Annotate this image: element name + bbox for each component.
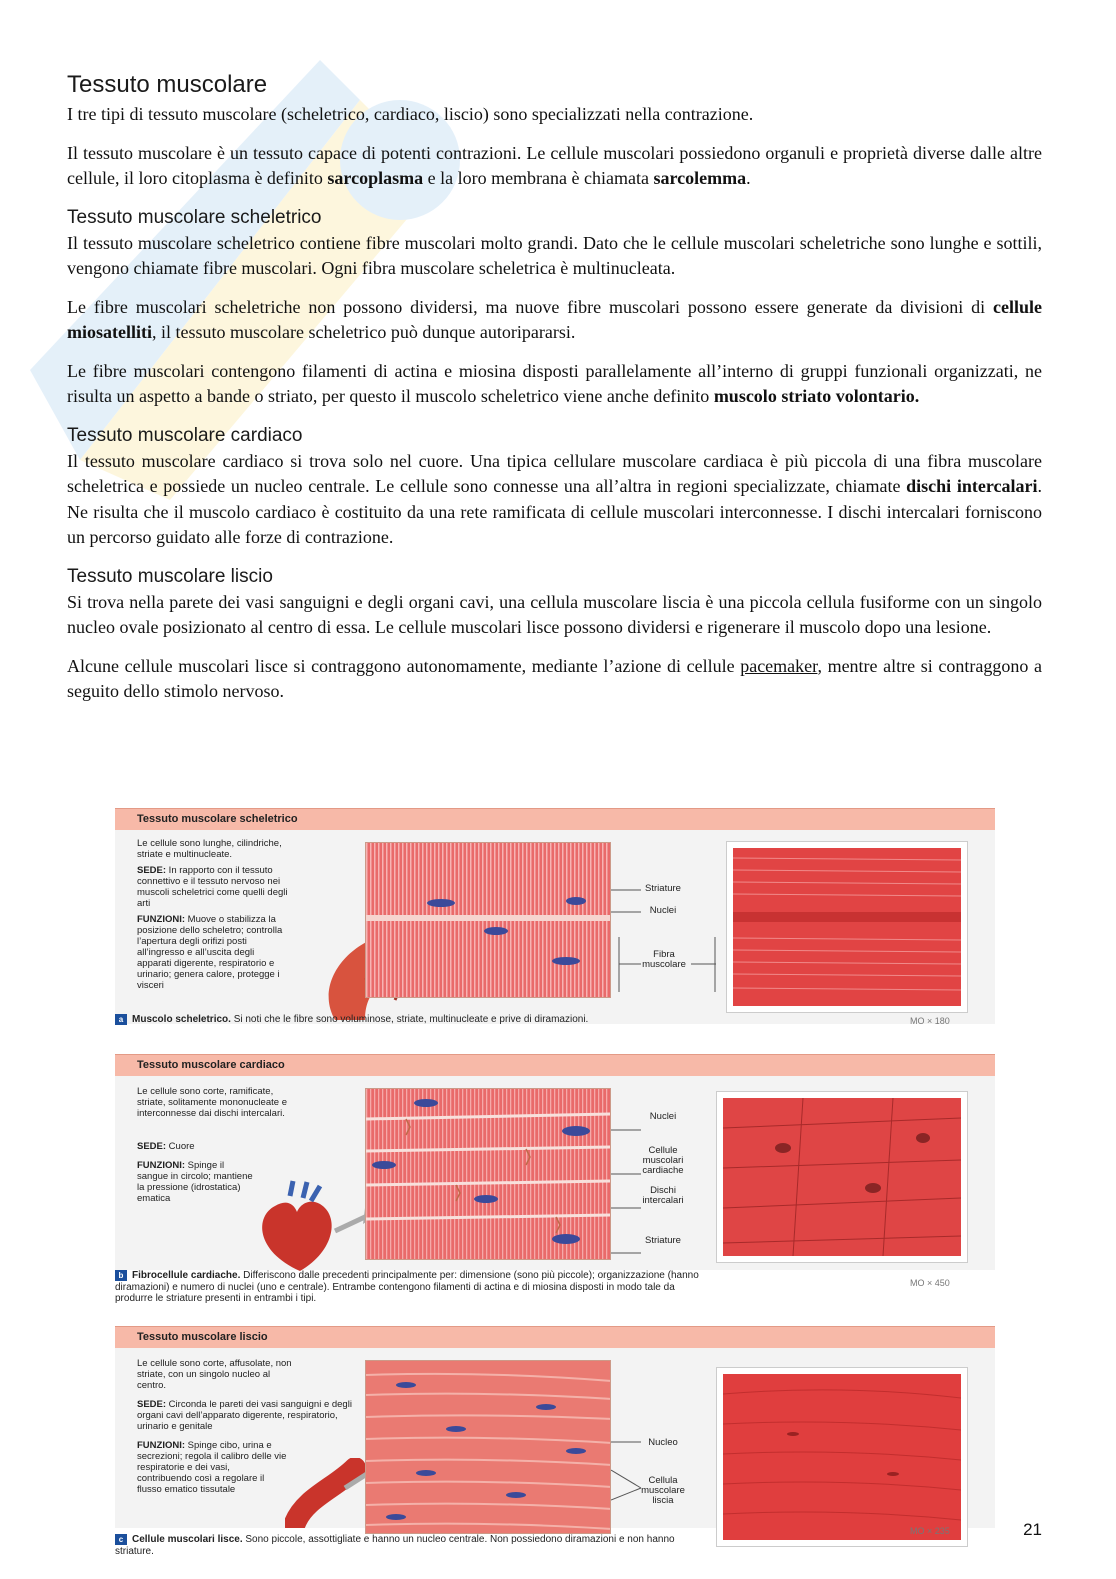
figure-header: Tessuto muscolare cardiaco <box>115 1054 995 1076</box>
paragraph: Le fibre muscolari scheletriche non possono dividersi, ma nuove fibre muscolari possono essere generate da divisioni di cellule miosatelliti, il tessuto muscolare scheletrico può dunque autoripararsi. <box>67 296 1042 342</box>
figure-body <box>115 830 995 1024</box>
label-nucleo: Nucleo <box>648 1437 678 1448</box>
paragraph: Il tessuto muscolare cardiaco si trova solo nel cuore. Una tipica cellulare muscolare cardiaca è più piccola di una fibra muscolare scheletrica e possiede un nucleo centrale. Le cellule sono connesse una all’altra in regioni specializzate, chiamate dischi intercalari. Ne risulta che il muscolo cardiaco è costituito da una rete ramificata di cellule muscolari interconnesse. I dischi intercalari forniscono un percorso guidato alle forze di contrazione. <box>67 450 1042 547</box>
heart-illustration <box>245 1176 375 1276</box>
cardiac-micrograph <box>717 1092 967 1262</box>
figure-smooth <box>115 1326 995 1557</box>
smooth-micrograph <box>717 1368 967 1546</box>
paragraph: Le fibre muscolari contengono filamenti di actina e miosina disposti parallelamente all’interno di gruppi funzionali organizzati, ne risulta un aspetto a bande o striato, per questo il muscolo scheletrico viene anche definito muscolo striato volontario. <box>67 360 1042 406</box>
page-number: 21 <box>1023 1520 1042 1539</box>
paragraph: Il tessuto muscolare scheletrico contiene fibre muscolari molto grandi. Dato che le cellule muscolari scheletriche sono lunghe e sottili, vengono chiamate fibre muscolari. Ogni fibra muscolare scheletrica è multinucleata. <box>67 232 1042 278</box>
label-striature: Striature <box>645 1235 681 1246</box>
label-dischi-intercalari: Dischi intercalari <box>642 1185 684 1206</box>
intro-paragraph: I tre tipi di tessuto muscolare (scheletrico, cardiaco, liscio) sono specializzati nella contrazione. <box>67 104 754 124</box>
figure-caption: b Fibrocellule cardiache. Differiscono dalle precedenti principalmente per: dimensione (sono più piccole); organizzazione (hanno diramazioni) e numero di nuclei (uno e centrale). Entrambe contengono filamenti di actina e di miosina disposti in modo tale da produrre le striature presenti in entrambi i tipi. <box>115 1270 699 1304</box>
paragraph: Si trova nella parete dei vasi sanguigni e degli organi cavi, una cellula muscolare liscia è una piccola cellula fusiforme con un singolo nucleo ovale posizionato al centro di essa. Le cellule muscolari lisce possono dividersi e rigenerare il muscolo dopo una lesione. <box>67 591 1042 637</box>
magnification-label: MO × 180 <box>910 1016 950 1026</box>
caption-tag: c <box>115 1534 127 1545</box>
label-fibra-muscolare: Fibra muscolare <box>642 949 686 970</box>
skeletal-micrograph <box>727 842 967 1012</box>
figure-header: Tessuto muscolare scheletrico <box>115 808 995 830</box>
figure-header: Tessuto muscolare liscio <box>115 1326 995 1348</box>
skeletal-tissue-drawing <box>365 842 611 998</box>
figure-description: Le cellule sono lunghe, cilindriche, striate e multinucleate. SEDE: In rapporto con il tessuto connettivo e il tessuto nervoso nei muscoli scheletrici come quelli degli arti FUNZIONI: Muove o stabilizza la posizione dello scheletro; controlla l’apertura degli orifizi posti all’ingresso e all’uscita degli apparati digerente, respiratorio e urinario; genera calore, protegge i visceri <box>137 838 288 991</box>
figure-cardiac <box>115 1054 995 1304</box>
figure-description: Le cellule sono corte, ramificate, striate, solitamente mononucleate e interconnesse dai dischi intercalari. SEDE: Cuore FUNZIONI: Spinge il sangue in circolo; mantiene la pressione (idrostatica) ematica <box>137 1086 287 1204</box>
figure-description: Le cellule sono corte, affusolate, non striate, con un singolo nucleo al centro. SEDE: Circonda le pareti dei vasi sanguigni e degli organi cavi dell’apparato digerente, respiratorio, urinario e genitale FUNZIONI: Spinge cibo, urina e secrezioni; regola il calibro delle vie respiratorie e dei vasi, contribuendo così a regolare il flusso ematico tissutale <box>137 1358 352 1495</box>
smooth-tissue-drawing <box>365 1360 611 1534</box>
label-nuclei: Nuclei <box>649 905 677 916</box>
label-striature: Striature <box>645 883 681 894</box>
cardiac-tissue-drawing <box>365 1088 611 1260</box>
figure-caption: a Muscolo scheletrico. Si noti che le fibre sono voluminose, striate, multinucleate e prive di diramazioni. <box>115 1014 715 1026</box>
figure-body <box>115 1348 995 1528</box>
label-cellula-liscia: Cellula muscolare liscia <box>641 1475 685 1506</box>
figure-caption: c Cellule muscolari lisce. Sono piccole, assottigliate e hanno un nucleo centrale. Non possiedono diramazioni e non hanno striature. <box>115 1534 675 1557</box>
caption-tag: b <box>115 1270 127 1281</box>
label-nuclei: Nuclei <box>649 1111 677 1122</box>
label-cellule-cardiache: Cellule muscolari cardiache <box>642 1145 684 1176</box>
text-body <box>67 68 1042 718</box>
paragraph: Il tessuto muscolare è un tessuto capace di potenti contrazioni. Le cellule muscolari possiedono organuli e proprietà diverse dalle altre cellule, il loro citoplasma è definito sarcoplasma e la loro membrana è chiamata sarcolemma. <box>67 142 1042 188</box>
section-title-smooth: Tessuto muscolare liscio <box>67 565 273 587</box>
section-title-cardiac: Tessuto muscolare cardiaco <box>67 424 303 446</box>
magnification-label: MO × 235 <box>910 1526 950 1536</box>
magnification-label: MO × 450 <box>910 1278 950 1288</box>
paragraph: Alcune cellule muscolari lisce si contraggono autonomamente, mediante l’azione di cellule pacemaker, mentre altre si contraggono a seguito dello stimolo nervoso. <box>67 655 1043 701</box>
caption-tag: a <box>115 1014 127 1025</box>
figure-skeletal <box>115 808 995 1024</box>
section-title-skeletal: Tessuto muscolare scheletrico <box>67 206 322 228</box>
page-title: Tessuto muscolare <box>67 71 268 98</box>
